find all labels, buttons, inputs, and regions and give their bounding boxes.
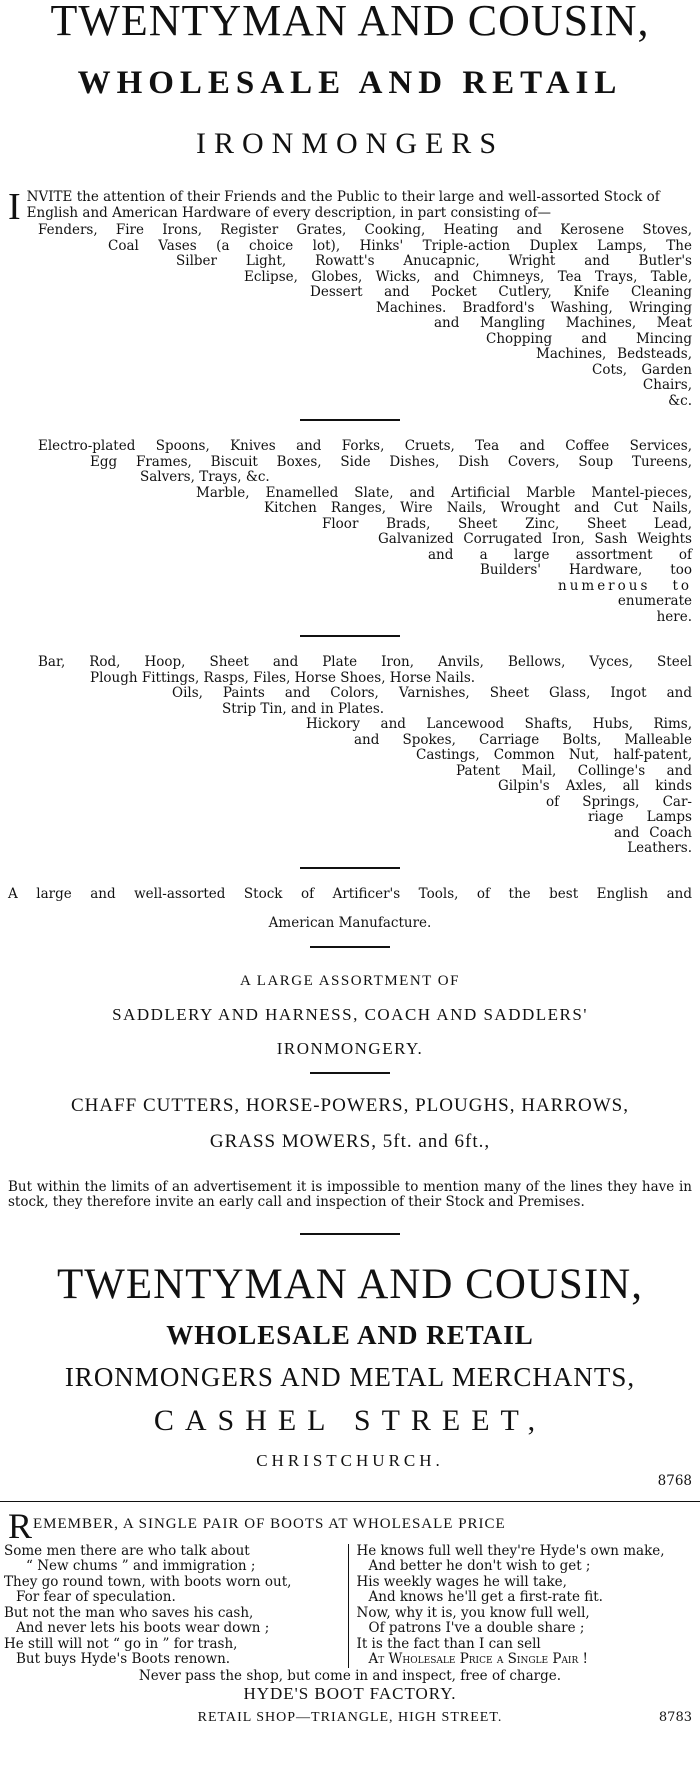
- tools-line-1: A large and well-assorted Stock of Artificer's Tools, of the best English and: [8, 885, 692, 902]
- intro-text: NVITE the attention of their Friends and the Public to their large and well-assorted Stock of English and American Hardware of every description, in part consisting of—: [26, 189, 660, 221]
- list-line: Salvers, Trays, &c.: [140, 469, 270, 485]
- list-line: of Springs, Car-: [546, 793, 692, 810]
- list-line: numerous to: [558, 577, 692, 594]
- list-line: and a large assortment of: [428, 546, 692, 563]
- boot-shop-line: [0, 1710, 700, 1728]
- hardware-list-block-1: [8, 223, 692, 409]
- list-line: here.: [656, 608, 692, 625]
- list-line: Galvanized Corrugated Iron, Sash Weights: [378, 531, 692, 547]
- boot-headline: [8, 1505, 692, 1546]
- poem-line: It is the fact than I can sell: [356, 1635, 541, 1652]
- boot-invitation: Never pass the shop, but come in and inspect, free of charge.: [138, 1667, 562, 1684]
- footer-trade: IRONMONGERS AND METAL MERCHANTS,: [64, 1361, 636, 1392]
- intro-paragraph: [8, 186, 692, 228]
- boot-poem: [4, 1544, 696, 1668]
- list-line: and Mangling Machines, Meat: [434, 315, 692, 331]
- list-line: Marble, Enamelled Slate, and Artificial Marble Mantel-pieces,: [196, 484, 692, 501]
- list-line: Silber Light, Rowatt's Anucapnic, Wright and Butler's: [176, 253, 692, 269]
- ad-title: TWENTYMAN AND COUSIN,: [50, 0, 650, 45]
- poem-line: Now, why it is, you know full well,: [356, 1604, 590, 1621]
- farm-implements-section: [0, 1088, 700, 1160]
- boot-dropcap: R: [8, 1505, 34, 1546]
- poem-line: They go round town, with boots worn out,: [4, 1573, 292, 1590]
- divider-rule: [300, 867, 400, 869]
- list-line: Patent Mail, Collinge's and: [456, 762, 692, 779]
- list-line: Machines. Bradford's Washing, Wringing: [376, 299, 692, 316]
- list-line: Machines, Bedsteads,: [536, 346, 692, 362]
- ad-subtitle: WHOLESALE AND RETAIL: [77, 65, 623, 101]
- boot-factory-advertisement: [0, 1505, 700, 1729]
- poem-left-column: [4, 1544, 349, 1668]
- list-line: and Coach: [614, 824, 692, 841]
- hardware-list-block-3: [8, 655, 692, 857]
- column-divider: [0, 1501, 700, 1502]
- tools-line-2: American Manufacture.: [268, 915, 432, 931]
- poem-line: And better he don't wish to get ;: [368, 1558, 591, 1574]
- list-line: Gilpin's Axles, all kinds: [498, 778, 692, 794]
- list-line: riage Lamps: [588, 809, 692, 825]
- list-line: Dessert and Pocket Cutlery, Knife Cleaning: [310, 284, 692, 300]
- boot-headline-text: EMEMBER, A SINGLE PAIR OF BOOTS AT WHOLESALE PRICE: [33, 1515, 506, 1532]
- hardware-list-block-2: [8, 439, 692, 625]
- boot-factory-name: HYDE'S BOOT FACTORY.: [243, 1684, 457, 1703]
- list-line: Bar, Rod, Hoop, Sheet and Plate Iron, Anvils, Bellows, Vyces, Steel: [38, 654, 692, 670]
- divider-rule: [300, 1233, 400, 1235]
- intro-dropcap: I: [8, 186, 21, 228]
- farm-line-1: CHAFF CUTTERS, HORSE-POWERS, PLOUGHS, HARROWS,: [70, 1094, 630, 1116]
- saddlery-line-2: SADDLERY AND HARNESS, COACH AND SADDLERS': [112, 1004, 588, 1024]
- poem-line: He still will not “ go in ” for trash,: [4, 1635, 238, 1652]
- divider-rule: [300, 635, 400, 637]
- divider-rule: [310, 946, 390, 948]
- poem-line: But buys Hyde's Boots renown.: [16, 1651, 231, 1667]
- footer-street: CASHEL STREET,: [153, 1403, 547, 1437]
- list-line: &c.: [668, 392, 692, 409]
- saddlery-line-3: IRONMONGERY.: [276, 1038, 424, 1058]
- closing-paragraph: But within the limits of an advertisement it is impossible to mention many of the lines they have in stock, they therefore invite an early call and inspection of their Stock and Premises.: [8, 1178, 692, 1210]
- list-line: Cots, Garden: [592, 361, 692, 378]
- divider-rule: [310, 1072, 390, 1074]
- farm-line-2: GRASS MOWERS, 5ft. and 6ft.,: [209, 1130, 491, 1152]
- list-line: Chopping and Mincing: [486, 330, 692, 347]
- list-line: Strip Tin, and in Plates.: [222, 700, 385, 717]
- poem-line: And never lets his boots wear down ;: [16, 1620, 270, 1636]
- list-line: Floor Brads, Sheet Zinc, Sheet Lead,: [322, 515, 692, 532]
- list-line: and Spokes, Carriage Bolts, Malleable: [354, 731, 692, 748]
- ad-trade-heading: IRONMONGERS: [195, 127, 505, 160]
- list-line: Eclipse, Globes, Wicks, and Chimneys, Tea Trays, Table,: [244, 268, 692, 285]
- list-line: Coal Vases (a choice lot), Hinks' Triple-action Duplex Lamps, The: [108, 237, 692, 254]
- poem-line: Some men there are who talk about: [4, 1542, 250, 1559]
- poem-line: And knows he'll get a first-rate fit.: [368, 1589, 603, 1605]
- saddlery-section: [0, 964, 700, 1066]
- poem-line: Of patrons I've a double share ;: [368, 1620, 585, 1636]
- list-line: Castings, Common Nut, half-patent,: [416, 747, 692, 763]
- poem-line: “ New chums ” and immigration ;: [26, 1558, 256, 1574]
- list-line: Fenders, Fire Irons, Register Grates, Cooking, Heating and Kerosene Stoves,: [38, 222, 692, 238]
- footer-subtitle: WHOLESALE AND RETAIL: [166, 1319, 534, 1350]
- tools-paragraph: [8, 887, 692, 932]
- divider-rule: [300, 419, 400, 421]
- boot-shop-address: RETAIL SHOP—TRIANGLE, HIGH STREET.: [197, 1710, 503, 1725]
- list-line: Oils, Paints and Colors, Varnishes, Sheet Glass, Ingot and: [172, 685, 692, 701]
- list-line: Chairs,: [642, 377, 692, 393]
- list-line: enumerate: [617, 593, 692, 609]
- list-line: Plough Fittings, Rasps, Files, Horse Shoes, Horse Nails.: [90, 669, 476, 686]
- list-line: Kitchen Ranges, Wire Nails, Wrought and Cut Nails,: [264, 500, 692, 516]
- list-line: Builders' Hardware, too: [480, 562, 692, 578]
- list-line: Leathers.: [627, 840, 692, 856]
- boot-reference-number: 8783: [658, 1710, 692, 1725]
- poem-line: But not the man who saves his cash,: [4, 1604, 254, 1621]
- footer-city: CHRISTCHURCH.: [256, 1450, 444, 1470]
- poem-line: He knows full well they're Hyde's own make,: [356, 1542, 665, 1559]
- footer-title: TWENTYMAN AND COUSIN,: [57, 1260, 643, 1308]
- list-line: Egg Frames, Biscuit Boxes, Side Dishes, Dish Covers, Soup Tureens,: [90, 453, 692, 470]
- poem-line: For fear of speculation.: [16, 1589, 176, 1605]
- list-line: Electro-plated Spoons, Knives and Forks, Cruets, Tea and Coffee Services,: [38, 438, 692, 454]
- poem-right-column: [349, 1544, 697, 1668]
- list-line: Hickory and Lancewood Shafts, Hubs, Rims,: [306, 716, 692, 732]
- poem-line: His weekly wages he will take,: [356, 1573, 567, 1590]
- ad-reference-number: 8768: [657, 1472, 692, 1489]
- saddlery-line-1: A LARGE ASSORTMENT OF: [240, 972, 460, 989]
- poem-line: At Wholesale Price a Single Pair !: [368, 1651, 588, 1667]
